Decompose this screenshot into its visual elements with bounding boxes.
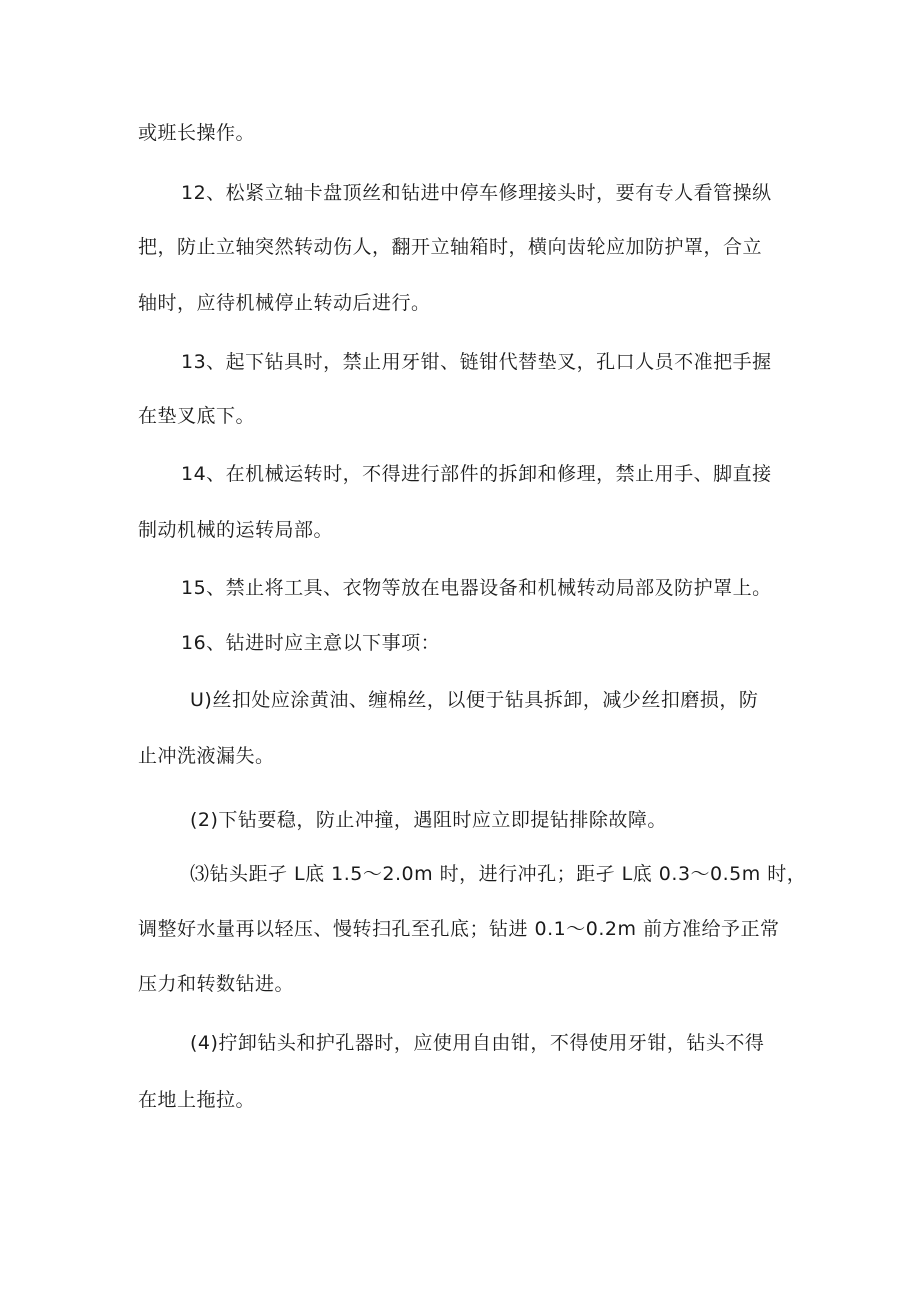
text-line: (2)下钻要稳，防止冲撞，遇阻时应立即提钻排除故障。 (190, 809, 667, 831)
text-line: 12、松紧立轴卡盘顶丝和钻进中停车修理接头时，要有专人看管操纵 (181, 182, 772, 204)
text-line: 13、起下钻具时，禁止用牙钳、链钳代替垫叉，孔口人员不准把手握 (181, 351, 772, 373)
text-line: 止冲洗液漏失。 (138, 745, 275, 767)
text-line: 在垫叉底下。 (138, 405, 256, 427)
text-line: 调整好水量再以轻压、慢转扫孔至孔底；钻进 0.1〜0.2m 前方准给予正常 (138, 918, 780, 940)
text-line: ⑶钻头距孑 L底 1.5〜2.0m 时，进行冲孔；距孑 L底 0.3〜0.5m 时， (190, 863, 807, 885)
text-line: 16、钻进时应主意以下事项： (181, 632, 441, 654)
text-line: 15、禁止将工具、衣物等放在电器设备和机械转动局部及防护罩上。 (181, 577, 772, 599)
text-line: 14、在机械运转时，不得进行部件的拆卸和修理，禁止用手、脚直接 (181, 463, 772, 485)
text-line: 轴时，应待机械停止转动后进行。 (138, 292, 431, 314)
text-line: 把，防止立轴突然转动伤人，翻开立轴箱时，横向齿轮应加防护罩，合立 (138, 236, 763, 258)
text-line: 制动机械的运转局部。 (138, 519, 334, 541)
text-line: (4)拧卸钻头和护孔器时，应使用自由钳，不得使用牙钳，钻头不得 (190, 1032, 765, 1054)
text-line: 压力和转数钻进。 (138, 973, 295, 995)
text-line: U)丝扣处应涂黄油、缠棉丝，以便于钻具拆卸，减少丝扣磨损，防 (190, 689, 759, 711)
text-line: 或班长操作。 (138, 122, 256, 144)
text-line: 在地上拖拉。 (138, 1089, 256, 1111)
